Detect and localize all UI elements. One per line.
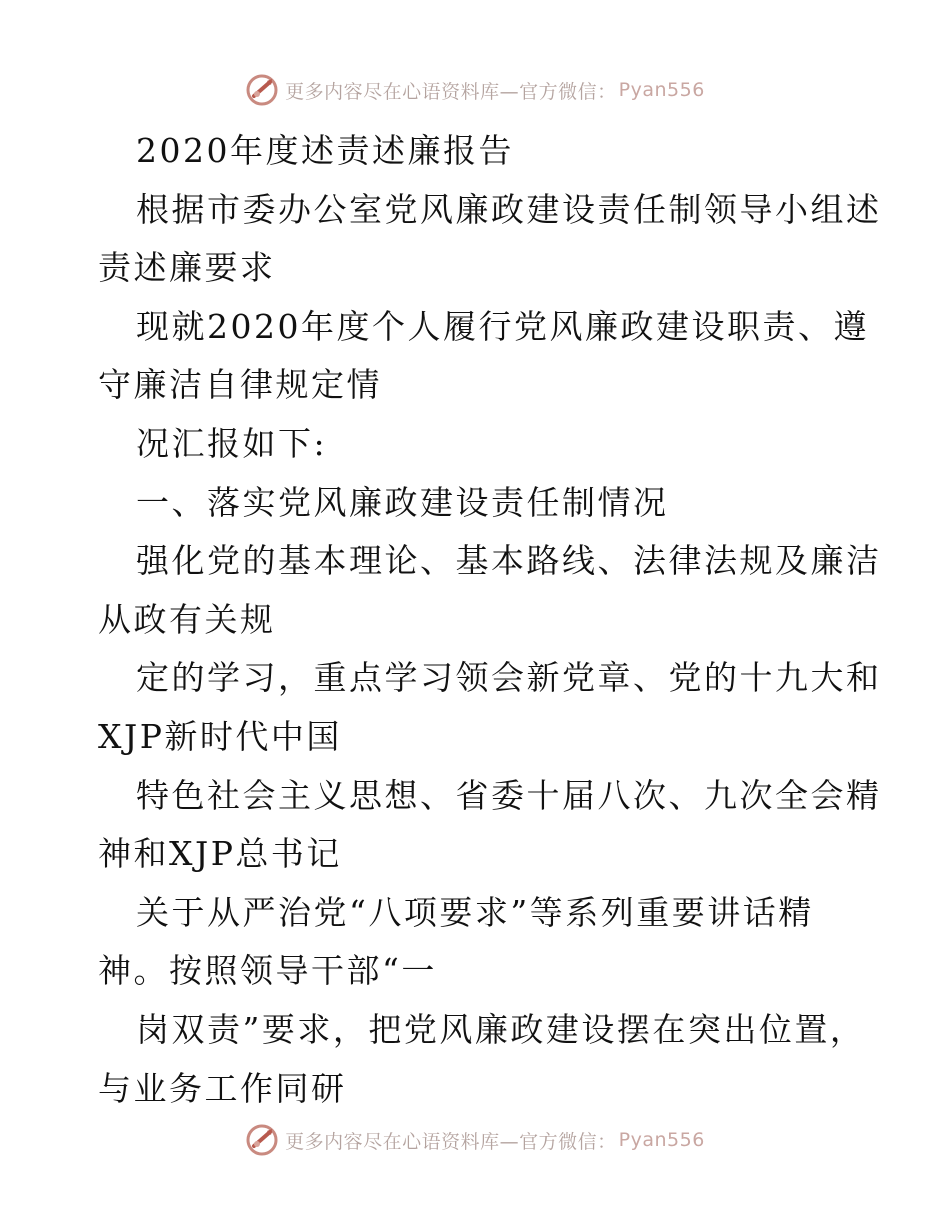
paragraph-line: 神。按照领导干部“一 xyxy=(98,951,437,991)
footer-watermark-banner xyxy=(0,1118,950,1162)
header-watermark-banner xyxy=(0,68,950,112)
paragraph-line: 与业务工作同研 xyxy=(98,1068,347,1108)
banner-wechat-id: Pyan556 xyxy=(618,1129,705,1151)
document-title: 2020年度述责述廉报告 xyxy=(136,131,514,170)
seal-logo-icon xyxy=(245,73,279,107)
paragraph-line: 从政有关规 xyxy=(98,599,276,639)
banner-text: 更多内容尽在心语资料库—官方微信： xyxy=(285,80,617,103)
paragraph-line: 况汇报如下: xyxy=(136,423,328,463)
paragraph-line: 定的学习，重点学习领会新党章、党的十九大和 xyxy=(136,658,882,698)
paragraph-line: 关于从严治党“八项要求”等系列重要讲话精 xyxy=(136,892,814,932)
paragraph-line: XJP新时代中国 xyxy=(98,716,342,756)
seal-logo-icon xyxy=(245,1123,279,1157)
banner-text: 更多内容尽在心语资料库—官方微信： xyxy=(285,1130,617,1153)
paragraph-line: 现就2020年度个人履行党风廉政建设职责、遵 xyxy=(136,306,869,346)
paragraph-line: 岗双责”要求，把党风廉政建设摆在突出位置， xyxy=(136,1009,866,1049)
document-body xyxy=(98,122,882,1118)
paragraph-line: 强化党的基本理论、基本路线、法律法规及廉洁 xyxy=(136,541,882,581)
paragraph-line: 特色社会主义思想、省委十届八次、九次全会精 xyxy=(136,775,882,815)
section-heading: 一、落实党风廉政建设责任制情况 xyxy=(136,482,669,522)
banner-wechat-id: Pyan556 xyxy=(618,79,705,101)
paragraph-line: 根据市委办公室党风廉政建设责任制领导小组述 xyxy=(136,189,882,229)
paragraph-line: 神和XJP总书记 xyxy=(98,834,342,874)
paragraph-line: 守廉洁自律规定情 xyxy=(98,365,382,405)
paragraph-line: 责述廉要求 xyxy=(98,248,276,288)
